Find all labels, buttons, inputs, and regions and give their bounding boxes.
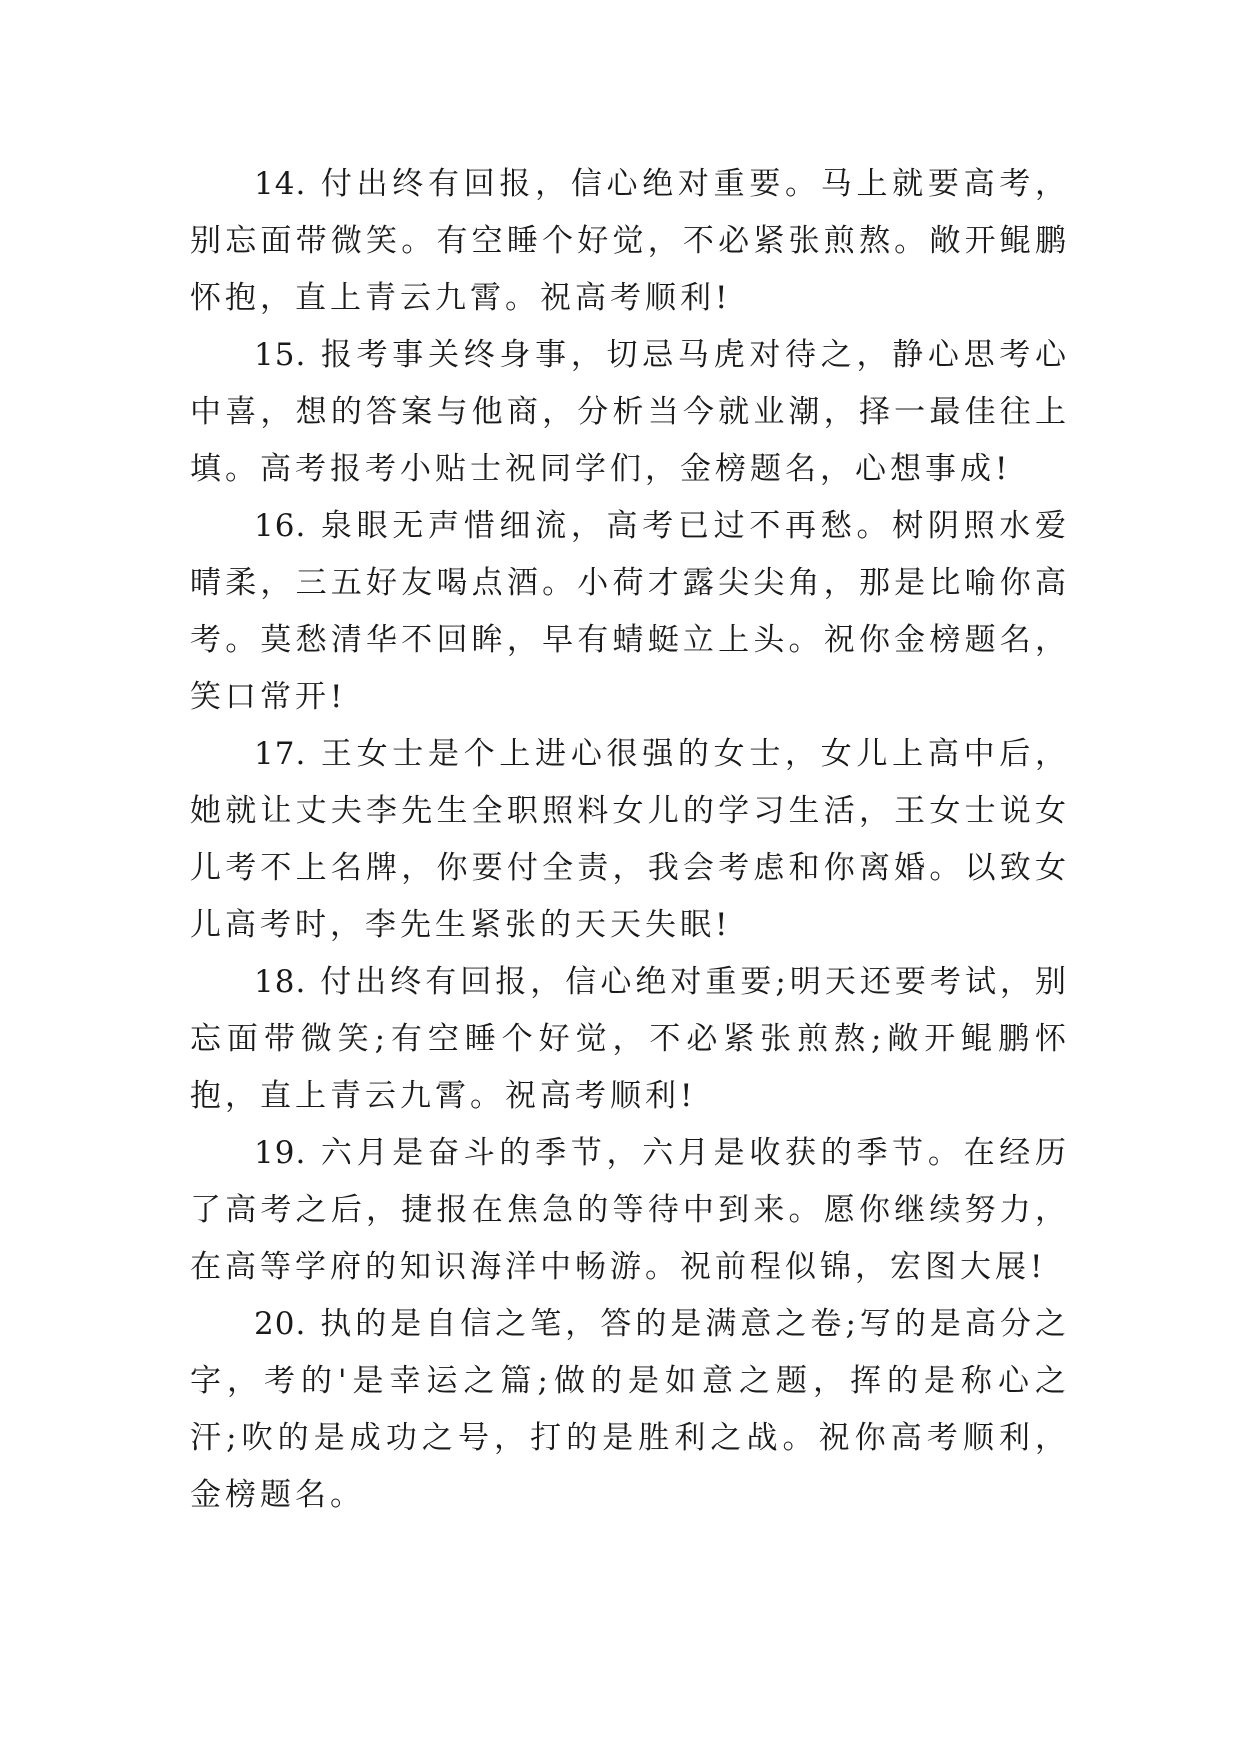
paragraph-text: 王女士是个上进心很强的女士，女儿上高中后，她就让丈夫李先生全职照料女儿的学习生活，王女士说女儿考不上名牌，你要付全责，我会考虑和你离婚。以致女儿高考时，李先生紧张的天天失眠!	[190, 736, 1070, 943]
paragraph-14	[190, 156, 1070, 327]
paragraph-number: 20.	[254, 1306, 307, 1342]
paragraph-number: 16.	[254, 508, 307, 544]
paragraph-text: 泉眼无声惜细流，高考已过不再愁。树阴照水爱晴柔，三五好友喝点酒。小荷才露尖尖角，那是比喻你高考。莫愁清华不回眸，早有蜻蜓立上头。祝你金榜题名，笑口常开!	[190, 508, 1070, 715]
paragraph-18	[190, 954, 1070, 1125]
paragraph-number: 14.	[254, 166, 307, 202]
document-body	[190, 156, 1070, 1524]
paragraph-15	[190, 327, 1070, 498]
paragraph-text: 付出终有回报，信心绝对重要;明天还要考试，别忘面带微笑;有空睡个好觉，不必紧张煎熬;敞开鲲鹏怀抱，直上青云九霄。祝高考顺利!	[190, 964, 1070, 1114]
paragraph-text: 付出终有回报，信心绝对重要。马上就要高考，别忘面带微笑。有空睡个好觉，不必紧张煎熬。敞开鲲鹏怀抱，直上青云九霄。祝高考顺利!	[190, 166, 1070, 316]
paragraph-text: 六月是奋斗的季节，六月是收获的季节。在经历了高考之后，捷报在焦急的等待中到来。愿你继续努力，在高等学府的知识海洋中畅游。祝前程似锦，宏图大展!	[190, 1135, 1070, 1285]
paragraph-20	[190, 1296, 1070, 1524]
paragraph-text: 执的是自信之笔，答的是满意之卷;写的是高分之字，考的'是幸运之篇;做的是如意之题，挥的是称心之汗;吹的是成功之号，打的是胜利之战。祝你高考顺利，金榜题名。	[190, 1306, 1070, 1513]
paragraph-19	[190, 1125, 1070, 1296]
paragraph-number: 15.	[254, 337, 307, 373]
paragraph-number: 19.	[254, 1135, 307, 1171]
paragraph-number: 18.	[254, 964, 307, 1000]
paragraph-17	[190, 726, 1070, 954]
paragraph-text: 报考事关终身事，切忌马虎对待之，静心思考心中喜，想的答案与他商，分析当今就业潮，择一最佳往上填。高考报考小贴士祝同学们，金榜题名，心想事成!	[190, 337, 1070, 487]
paragraph-number: 17.	[254, 736, 307, 772]
paragraph-16	[190, 498, 1070, 726]
